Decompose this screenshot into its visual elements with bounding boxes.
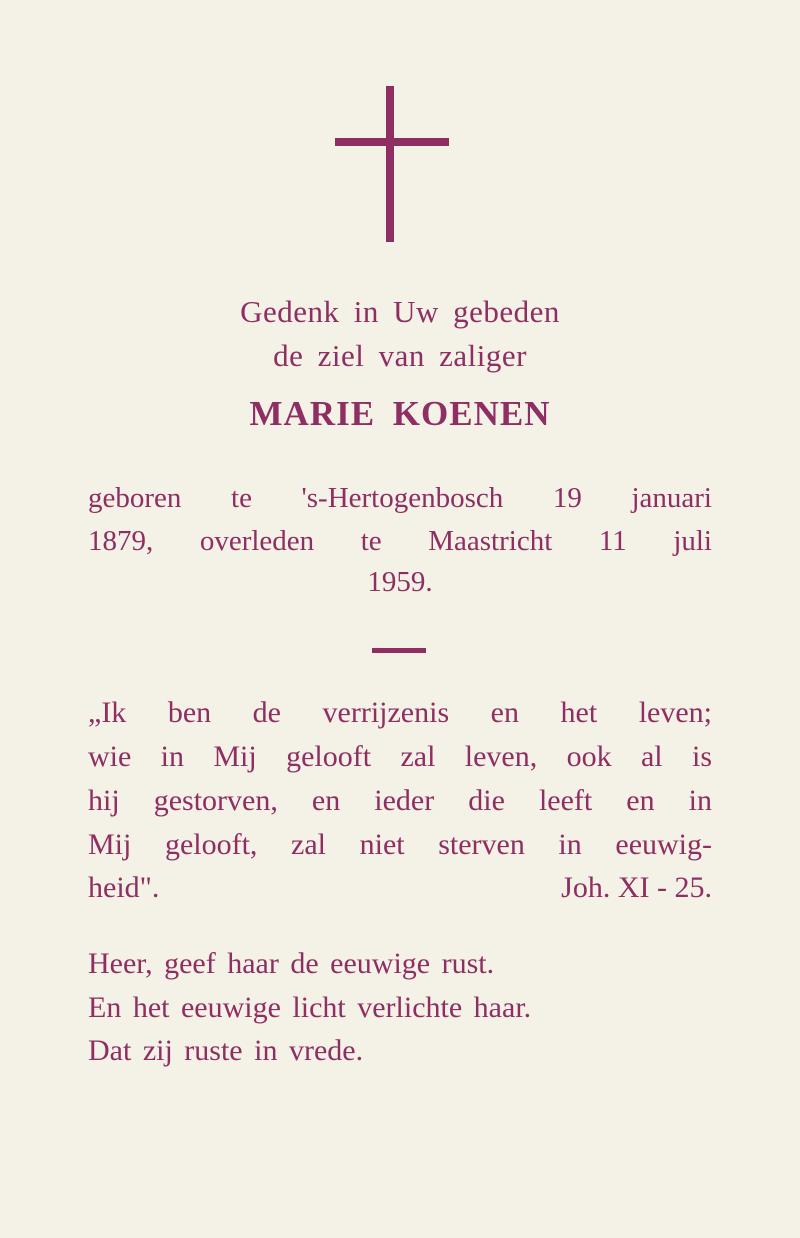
separator-dash (372, 648, 426, 653)
deceased-name: MARIE KOENEN (249, 394, 551, 433)
prayer-line-2: En het eeuwige licht verlichte haar. (88, 991, 532, 1024)
verse-line-4: Mij gelooft, zal niet sterven in eeuwig- (88, 828, 712, 861)
verse-end: heid". (88, 871, 160, 904)
verse-line-3: hij gestorven, en ieder die leeft en in (88, 784, 712, 817)
cross-horizontal-bar (335, 138, 449, 146)
intro-line-1: Gedenk in Uw gebeden (240, 294, 560, 329)
verse-line-1: „Ik ben de verrijzenis en het leven; (88, 696, 712, 729)
birth-line-3: 1959. (367, 566, 433, 598)
cross-icon (335, 86, 449, 246)
verse-reference: Joh. XI - 25. (561, 871, 712, 904)
birth-line-2: 1879, overleden te Maastricht 11 juli (88, 525, 712, 557)
cross-vertical-bar (386, 86, 394, 242)
verse-line-2: wie in Mij gelooft zal leven, ook al is (88, 740, 712, 773)
verse-line-5 (88, 871, 712, 905)
prayer-line-3: Dat zij ruste in vrede. (88, 1034, 364, 1067)
prayer-line-1: Heer, geef haar de eeuwige rust. (88, 947, 495, 980)
intro-line-2: de ziel van zaliger (273, 338, 527, 373)
birth-line-1: geboren te 's-Hertogenbosch 19 januari (88, 482, 712, 514)
